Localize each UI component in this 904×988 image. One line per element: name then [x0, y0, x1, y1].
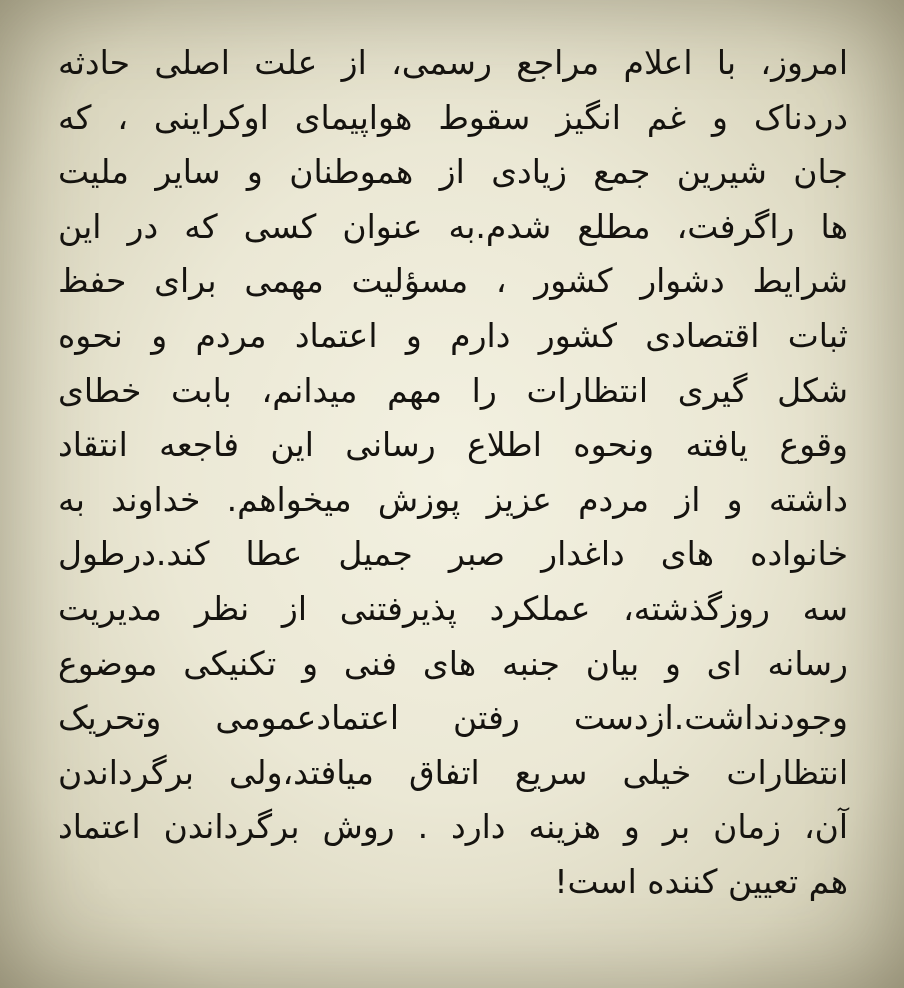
text-line: دردناک و غم انگیز سقوط هواپیمای اوکراینی ، که [58, 97, 848, 137]
text-line: وجودنداشت.ازدست رفتن اعتمادعمومی وتحریک [58, 698, 848, 738]
text-line: انتظارات خیلی سریع اتفاق میافتد،ولی برگرداندن [58, 752, 848, 792]
text-line: سه روزگذشته، عملکرد پذیرفتنی از نظر مدیریت [58, 588, 848, 628]
text-line: جان شیرین جمع زیادی از هموطنان و سایر ملیت [58, 152, 848, 192]
text-line: خانواده های داغدار صبر جمیل عطا کند.درطول [58, 534, 848, 574]
text-line-last: هم تعیین کننده است! [554, 861, 848, 901]
text-line: شرایط دشوار کشور ، مسؤلیت مهمی برای حفظ [58, 261, 848, 301]
statement-text [58, 36, 848, 910]
text-line: ثبات اقتصادی کشور دارم و اعتماد مردم و نحوه [58, 315, 848, 355]
text-line: وقوع یافته ونحوه اطلاع رسانی این فاجعه انتقاد [58, 425, 848, 465]
text-line: امروز، با اعلام مراجع رسمی، از علت اصلی حادثه [58, 43, 848, 82]
text-line: شکل گیری انتظارات را مهم میدانم، بابت خطای [58, 370, 848, 410]
text-line: ها راگرفت، مطلع شدم.به عنوان کسی که در این [58, 206, 848, 246]
text-line: رسانه ای و بیان جنبه های فنی و تکنیکی موضوع [58, 643, 848, 683]
text-line: داشته و از مردم عزیز پوزش میخواهم. خداوند به [58, 479, 848, 519]
text-line: آن، زمان بر و هزینه دارد . روش برگرداندن اعتماد [58, 807, 848, 847]
